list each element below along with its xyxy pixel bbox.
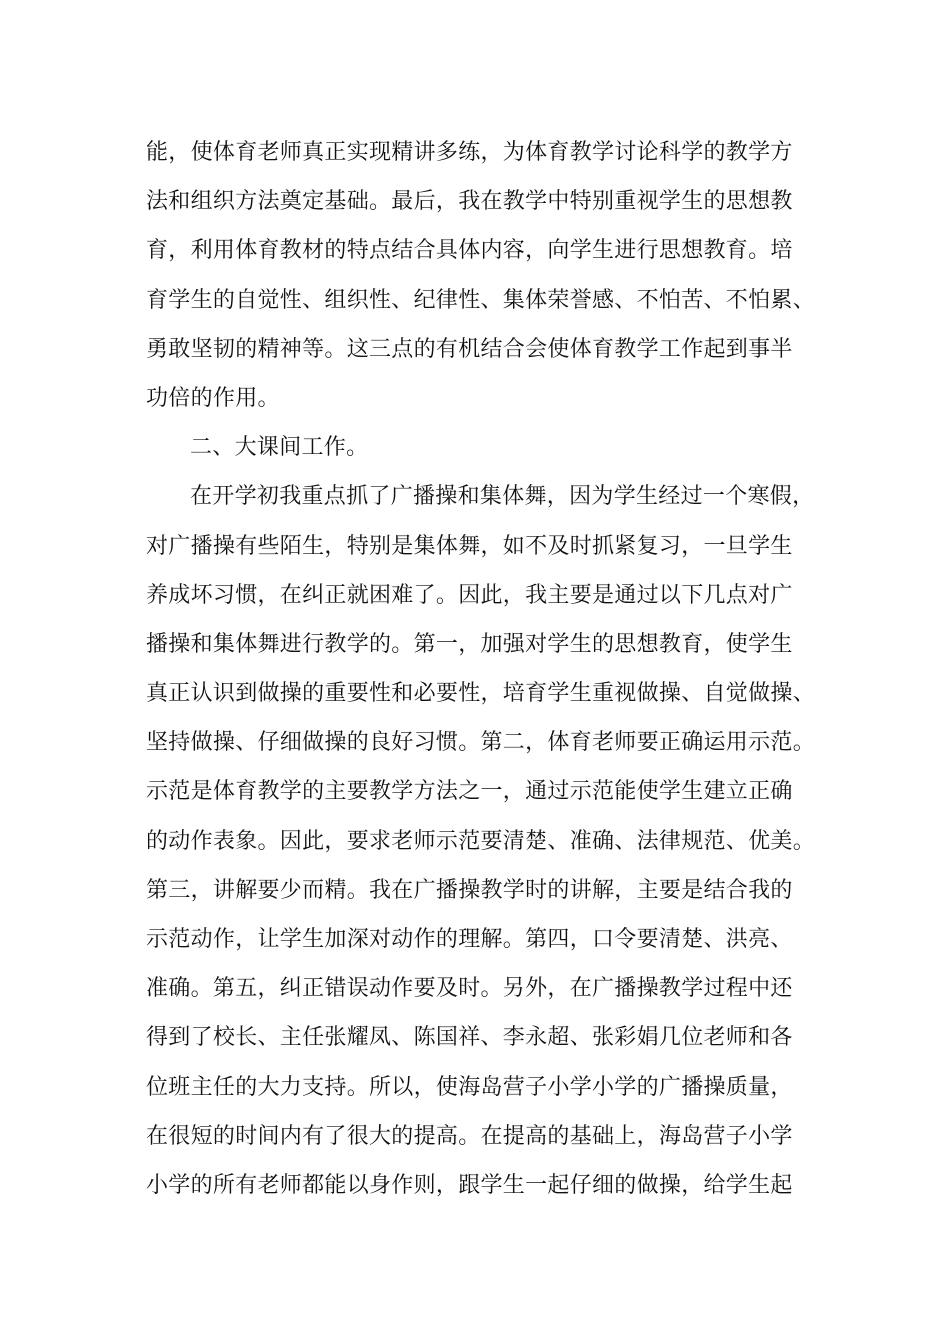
document-line: 二、大课间工作。 xyxy=(190,435,369,461)
document-line: 得到了校长、主任张耀凤、陈国祥、李永超、张彩娟几位老师和各 xyxy=(146,1025,793,1051)
document-line: 示范动作，让学生加深对动作的理解。第四，口令要清楚、洪亮、 xyxy=(146,927,793,952)
document-line: 勇敢坚韧的精神等。这三点的有机结合会使体育教学工作起到事半 xyxy=(146,336,793,362)
document-line: 法和组织方法奠定基础。最后，我在教学中特别重视学生的思想教 xyxy=(146,189,793,215)
document-line: 示范是体育教学的主要教学方法之一，通过示范能使学生建立正确 xyxy=(146,779,793,805)
document-line: 功倍的作用。 xyxy=(146,385,280,411)
document-line: 在开学初我重点抓了广播操和集体舞，因为学生经过一个寒假， xyxy=(190,484,815,510)
document-line: 播操和集体舞进行教学的。第一，加强对学生的思想教育，使学生 xyxy=(146,631,793,657)
document-line: 对广播操有些陌生，特别是集体舞，如不及时抓紧复习，一旦学生 xyxy=(146,533,793,559)
document-line: 育学生的自觉性、组织性、纪律性、集体荣誉感、不怕苦、不怕累、 xyxy=(146,287,816,313)
document-line: 真正认识到做操的重要性和必要性，培育学生重视做操、自觉做操、 xyxy=(146,681,816,707)
document-line: 在很短的时间内有了很大的提高。在提高的基础上，海岛营子小学 xyxy=(146,1123,793,1149)
document-line: 的动作表象。因此，要求老师示范要清楚、准确、法律规范、优美。 xyxy=(146,828,816,854)
document-body xyxy=(146,128,826,1210)
document-line: 第三，讲解要少而精。我在广播操教学时的讲解，主要是结合我的 xyxy=(146,877,793,903)
document-line: 育，利用体育教材的特点结合具体内容，向学生进行思想教育。培 xyxy=(146,238,793,264)
document-line: 位班主任的大力支持。所以，使海岛营子小学小学的广播操质量， xyxy=(146,1074,793,1100)
document-line: 养成坏习惯，在纠正就困难了。因此，我主要是通过以下几点对广 xyxy=(146,582,793,608)
document-line: 小学的所有老师都能以身作则，跟学生一起仔细的做操，给学生起 xyxy=(146,1172,793,1198)
document-line: 准确。第五，纠正错误动作要及时。另外，在广播操教学过程中还 xyxy=(146,976,793,1002)
document-line: 能，使体育老师真正实现精讲多练，为体育教学讨论科学的教学方 xyxy=(146,140,793,165)
document-line: 坚持做操、仔细做操的良好习惯。第二，体育老师要正确运用示范。 xyxy=(146,730,816,756)
